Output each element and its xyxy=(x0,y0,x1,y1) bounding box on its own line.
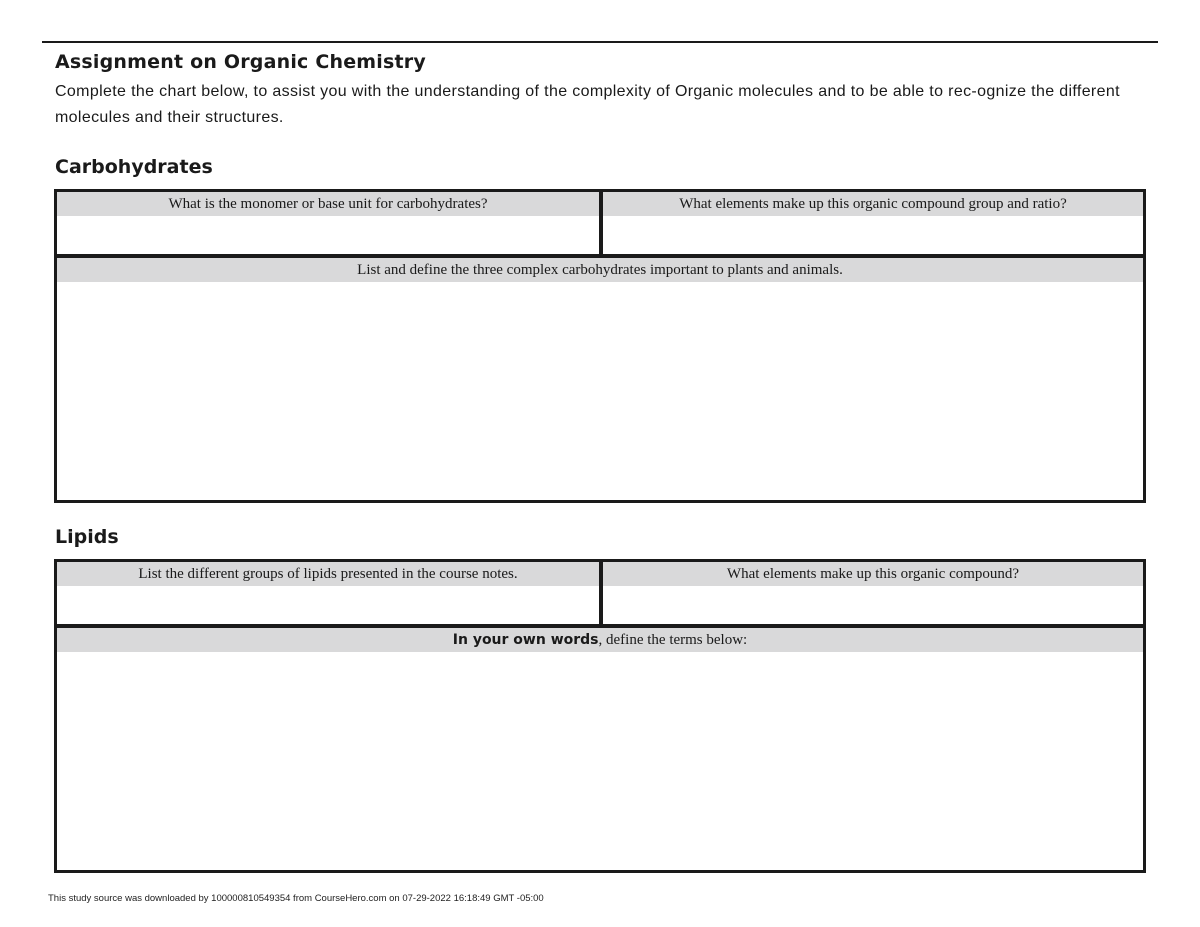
lipid-elements-question: What elements make up this organic compound? xyxy=(603,562,1143,586)
top-rule xyxy=(42,41,1158,43)
define-terms-answer-field[interactable] xyxy=(57,652,1143,862)
lipid-groups-cell xyxy=(57,562,603,624)
lipid-elements-answer-field[interactable] xyxy=(603,586,1143,624)
carbohydrates-heading: Carbohydrates xyxy=(55,156,213,178)
instructions-paragraph: Complete the chart below, to assist you with the understanding of the complexity of Organic molecules and to be able to rec-ognize the different molecules and their structures. xyxy=(55,83,1120,126)
complex-carbs-question: List and define the three complex carbohydrates important to plants and animals. xyxy=(57,258,1143,282)
lipid-elements-cell xyxy=(603,562,1143,624)
lipid-groups-answer-field[interactable] xyxy=(57,586,599,624)
page-title: Assignment on Organic Chemistry xyxy=(55,51,426,73)
monomer-answer-field[interactable] xyxy=(57,216,599,254)
lipids-chart xyxy=(54,559,1146,873)
define-terms-emphasis: In your own words xyxy=(452,632,599,648)
carb-elements-cell xyxy=(603,192,1143,254)
complex-carbs-answer-field[interactable] xyxy=(57,282,1143,492)
define-terms-question xyxy=(57,628,1143,652)
carbohydrates-top-row xyxy=(57,192,1143,258)
define-terms-text: , define the terms below: xyxy=(598,632,748,648)
lipids-heading: Lipids xyxy=(55,526,119,548)
carb-elements-question: What elements make up this organic compound group and ratio? xyxy=(603,192,1143,216)
carbohydrates-chart xyxy=(54,189,1146,503)
lipid-groups-question: List the different groups of lipids presented in the course notes. xyxy=(57,562,599,586)
lipids-top-row xyxy=(57,562,1143,628)
download-source-note: This study source was downloaded by 100000810549354 from CourseHero.com on 07-29-2022 16:18:49 GMT -05:00 xyxy=(48,893,544,904)
carb-elements-answer-field[interactable] xyxy=(603,216,1143,254)
monomer-cell xyxy=(57,192,603,254)
monomer-question: What is the monomer or base unit for carbohydrates? xyxy=(57,192,599,216)
